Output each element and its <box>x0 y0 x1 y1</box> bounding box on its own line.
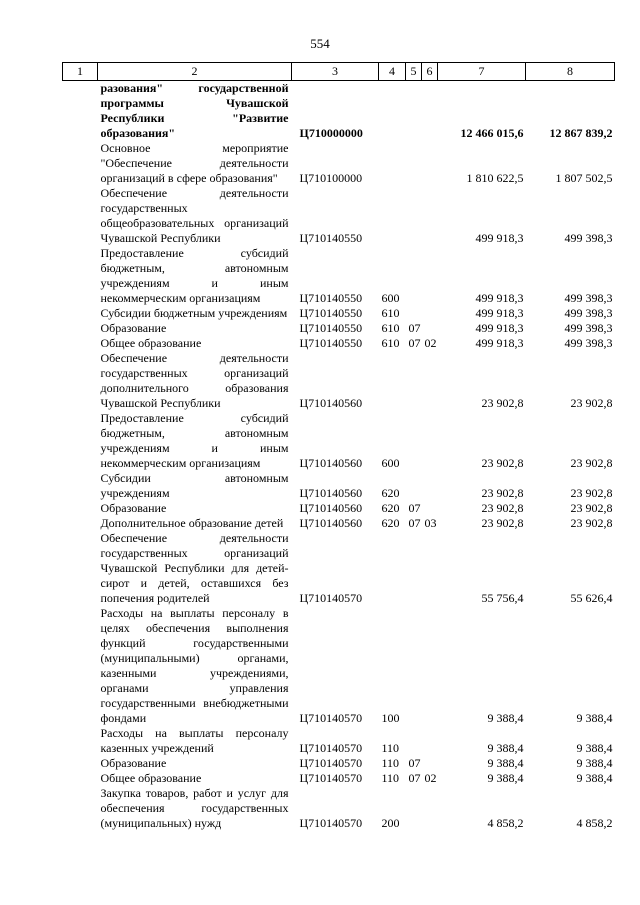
row-subsection2-cell <box>422 141 438 186</box>
row-spacer-cell <box>63 471 98 501</box>
row-name-cell: Образование <box>100 756 167 770</box>
row-subsection2-cell <box>422 411 438 471</box>
row-spacer-cell <box>63 306 98 321</box>
row-value-8-cell: 499 398,3 <box>564 291 613 305</box>
row-value-8-cell: 12 867 839,2 <box>549 126 613 140</box>
row-section-cell <box>379 186 406 246</box>
row-code-cell: Ц710140550 <box>299 336 363 350</box>
row-value-7-cell: 499 918,3 <box>475 306 524 320</box>
row-code-cell: Ц710140570 <box>299 591 363 605</box>
row-value-7-cell: 9 388,4 <box>487 771 524 785</box>
row-subsection2-cell <box>422 531 438 606</box>
row-spacer-cell <box>63 531 98 606</box>
table-row <box>63 501 615 516</box>
row-section-cell: 100 <box>381 711 400 725</box>
budget-table <box>62 62 615 831</box>
row-spacer-cell <box>63 516 98 531</box>
row-subsection-cell: 07 <box>408 756 421 770</box>
row-code-cell: Ц710140570 <box>299 771 363 785</box>
row-section-cell: 200 <box>381 816 400 830</box>
row-section-cell <box>379 531 406 606</box>
row-spacer-cell <box>63 726 98 756</box>
row-subsection-cell <box>406 141 422 186</box>
row-subsection2-cell <box>422 306 438 321</box>
row-value-7-cell: 23 902,8 <box>481 456 524 470</box>
row-code-cell: Ц710140570 <box>299 756 363 770</box>
row-section-cell: 600 <box>381 291 400 305</box>
row-section-cell <box>379 141 406 186</box>
row-value-8-cell: 23 902,8 <box>570 516 613 530</box>
column-header: 5 <box>406 63 422 81</box>
row-code-cell: Ц710140560 <box>299 396 363 410</box>
table-row <box>63 606 615 726</box>
row-value-8-cell: 23 902,8 <box>570 486 613 500</box>
row-code-cell: Ц710140550 <box>299 231 363 245</box>
column-header: 7 <box>438 63 526 81</box>
row-spacer-cell <box>63 411 98 471</box>
row-subsection2-cell <box>422 786 438 831</box>
row-value-8-cell: 499 398,3 <box>564 336 613 350</box>
row-name-cell: Закупка товаров, работ и услуг для обеспечения государственных (муниципальных) нужд <box>100 786 289 830</box>
row-value-7-cell: 9 388,4 <box>487 741 524 755</box>
row-name-cell: Основное мероприятие "Обеспечение деятельности организаций в сфере образования" <box>100 141 289 185</box>
page-number: 554 <box>310 36 330 51</box>
table-row <box>63 336 615 351</box>
row-code-cell: Ц710100000 <box>299 171 363 185</box>
table-row <box>63 726 615 756</box>
row-value-8-cell: 55 626,4 <box>570 591 613 605</box>
column-header: 1 <box>63 63 98 81</box>
row-subsection-cell <box>406 306 422 321</box>
row-name-cell: Общее образование <box>100 771 202 785</box>
row-name-cell: Предоставление субсидий бюджетным, автономным учреждениям и иным некоммерческим организациям <box>100 411 289 470</box>
table-row <box>63 516 615 531</box>
row-section-cell <box>379 351 406 411</box>
row-spacer-cell <box>63 771 98 786</box>
row-subsection2-cell <box>422 186 438 246</box>
row-value-7-cell: 23 902,8 <box>481 516 524 530</box>
row-value-8-cell: 23 902,8 <box>570 456 613 470</box>
row-value-7-cell: 4 858,2 <box>487 816 524 830</box>
table-row <box>63 786 615 831</box>
row-code-cell: Ц710140550 <box>299 291 363 305</box>
row-value-7-cell: 9 388,4 <box>487 756 524 770</box>
row-name-cell: Обеспечение деятельности государственных общеобразовательных организаций Чувашской Республики <box>100 186 289 245</box>
row-value-7-cell: 499 918,3 <box>475 231 524 245</box>
row-section-cell: 110 <box>381 756 400 770</box>
row-name-cell: Дополнительное образование детей <box>100 516 284 530</box>
row-subsection-cell: 07 <box>408 516 421 530</box>
row-subsection-cell <box>406 786 422 831</box>
row-section-cell: 110 <box>381 741 400 755</box>
row-spacer-cell <box>63 141 98 186</box>
row-name-cell: Расходы на выплаты персоналу казенных учреждений <box>100 726 289 755</box>
row-name-cell: Обеспечение деятельности государственных организаций Чувашской Республики для детей-сирот и детей, оставшихся без попечения родителей <box>100 531 289 605</box>
row-spacer-cell <box>63 606 98 726</box>
row-subsection-cell <box>406 411 422 471</box>
row-subsection2-cell <box>422 471 438 501</box>
column-header: 8 <box>526 63 615 81</box>
row-value-7-cell: 23 902,8 <box>481 501 524 515</box>
row-section-cell: 610 <box>381 321 400 335</box>
row-code-cell: Ц710140570 <box>299 741 363 755</box>
row-spacer-cell <box>63 186 98 246</box>
row-spacer-cell <box>63 336 98 351</box>
row-value-8-cell: 1 807 502,5 <box>555 171 613 185</box>
column-header: 4 <box>379 63 406 81</box>
row-name-cell: Обеспечение деятельности государственных организаций дополнительного образования Чувашской Республики <box>100 351 289 410</box>
row-name-cell: Расходы на выплаты персоналу в целях обеспечения выполнения функций государственными (муниципальными) органами, казенными учреждениями, органами управления государственными внебюджетными фондами <box>100 606 289 725</box>
table-row <box>63 81 615 142</box>
table-header-row <box>63 63 615 81</box>
row-subsection2-cell <box>422 726 438 756</box>
table-row <box>63 351 615 411</box>
row-spacer-cell <box>63 786 98 831</box>
row-subsection-cell <box>406 531 422 606</box>
row-spacer-cell <box>63 321 98 336</box>
row-section-cell: 620 <box>381 486 400 500</box>
row-value-7-cell: 23 902,8 <box>481 396 524 410</box>
row-subsection-cell <box>406 351 422 411</box>
table-body <box>63 81 615 832</box>
row-spacer-cell <box>63 756 98 771</box>
row-subsection2-cell: 03 <box>424 516 437 530</box>
row-code-cell: Ц710000000 <box>299 126 363 140</box>
row-value-8-cell: 23 902,8 <box>570 396 613 410</box>
row-subsection2-cell <box>422 321 438 336</box>
row-subsection2-cell <box>422 351 438 411</box>
row-subsection2-cell <box>422 756 438 771</box>
row-subsection-cell <box>406 471 422 501</box>
row-code-cell: Ц710140570 <box>299 816 363 830</box>
table-row <box>63 141 615 186</box>
table-row <box>63 186 615 246</box>
row-code-cell: Ц710140560 <box>299 501 363 515</box>
row-value-8-cell: 9 388,4 <box>576 771 613 785</box>
row-value-7-cell: 499 918,3 <box>475 321 524 335</box>
row-code-cell: Ц710140570 <box>299 711 363 725</box>
row-value-7-cell: 499 918,3 <box>475 291 524 305</box>
row-subsection2-cell <box>422 501 438 516</box>
row-spacer-cell <box>63 246 98 306</box>
row-name-cell: Общее образование <box>100 336 202 350</box>
row-subsection2-cell <box>422 81 438 142</box>
column-header: 2 <box>98 63 292 81</box>
row-section-cell: 600 <box>381 456 400 470</box>
table-row <box>63 771 615 786</box>
row-section-cell: 610 <box>381 306 400 320</box>
row-value-7-cell: 23 902,8 <box>481 486 524 500</box>
row-name-cell: Субсидии автономным учреждениям <box>100 471 289 500</box>
column-header: 3 <box>292 63 379 81</box>
row-subsection-cell: 07 <box>408 501 421 515</box>
row-code-cell: Ц710140550 <box>299 321 363 335</box>
table-row <box>63 321 615 336</box>
row-name-cell: Образование <box>100 321 167 335</box>
row-subsection2-cell: 02 <box>424 771 437 785</box>
row-subsection-cell <box>406 246 422 306</box>
row-section-cell: 610 <box>381 336 400 350</box>
row-value-7-cell: 9 388,4 <box>487 711 524 725</box>
row-value-8-cell: 4 858,2 <box>576 816 613 830</box>
row-value-8-cell: 499 398,3 <box>564 321 613 335</box>
row-name-cell: Предоставление субсидий бюджетным, автономным учреждениям и иным некоммерческим организациям <box>100 246 289 305</box>
row-name-cell: Образование <box>100 501 167 515</box>
row-value-8-cell: 9 388,4 <box>576 756 613 770</box>
table-row <box>63 246 615 306</box>
table-row <box>63 471 615 501</box>
row-value-7-cell: 499 918,3 <box>475 336 524 350</box>
row-spacer-cell <box>63 351 98 411</box>
column-header: 6 <box>422 63 438 81</box>
row-code-cell: Ц710140560 <box>299 486 363 500</box>
row-code-cell: Ц710140550 <box>299 306 363 320</box>
row-section-cell <box>379 81 406 142</box>
row-spacer-cell <box>63 501 98 516</box>
table-row <box>63 306 615 321</box>
row-subsection-cell: 07 <box>408 771 421 785</box>
row-value-7-cell: 12 466 015,6 <box>460 126 524 140</box>
row-value-8-cell: 499 398,3 <box>564 306 613 320</box>
row-subsection-cell <box>406 81 422 142</box>
row-subsection2-cell <box>422 246 438 306</box>
row-section-cell: 110 <box>381 771 400 785</box>
row-name-cell: Субсидии бюджетным учреждениям <box>100 306 288 320</box>
row-subsection-cell: 07 <box>408 321 421 335</box>
table-row <box>63 411 615 471</box>
row-subsection2-cell: 02 <box>424 336 437 350</box>
row-section-cell: 620 <box>381 501 400 515</box>
row-value-8-cell: 9 388,4 <box>576 741 613 755</box>
row-section-cell: 620 <box>381 516 400 530</box>
row-subsection-cell <box>406 186 422 246</box>
table-row <box>63 531 615 606</box>
table-row <box>63 756 615 771</box>
row-value-8-cell: 499 398,3 <box>564 231 613 245</box>
row-subsection-cell: 07 <box>408 336 421 350</box>
row-value-7-cell: 1 810 622,5 <box>466 171 524 185</box>
row-name-cell: разования" государственной программы Чувашской Республики "Развитие образования" <box>100 81 289 140</box>
row-subsection2-cell <box>422 606 438 726</box>
row-code-cell: Ц710140560 <box>299 516 363 530</box>
row-subsection-cell <box>406 606 422 726</box>
row-value-7-cell: 55 756,4 <box>481 591 524 605</box>
row-spacer-cell <box>63 81 98 142</box>
row-value-8-cell: 23 902,8 <box>570 501 613 515</box>
row-code-cell: Ц710140560 <box>299 456 363 470</box>
row-value-8-cell: 9 388,4 <box>576 711 613 725</box>
row-subsection-cell <box>406 726 422 756</box>
